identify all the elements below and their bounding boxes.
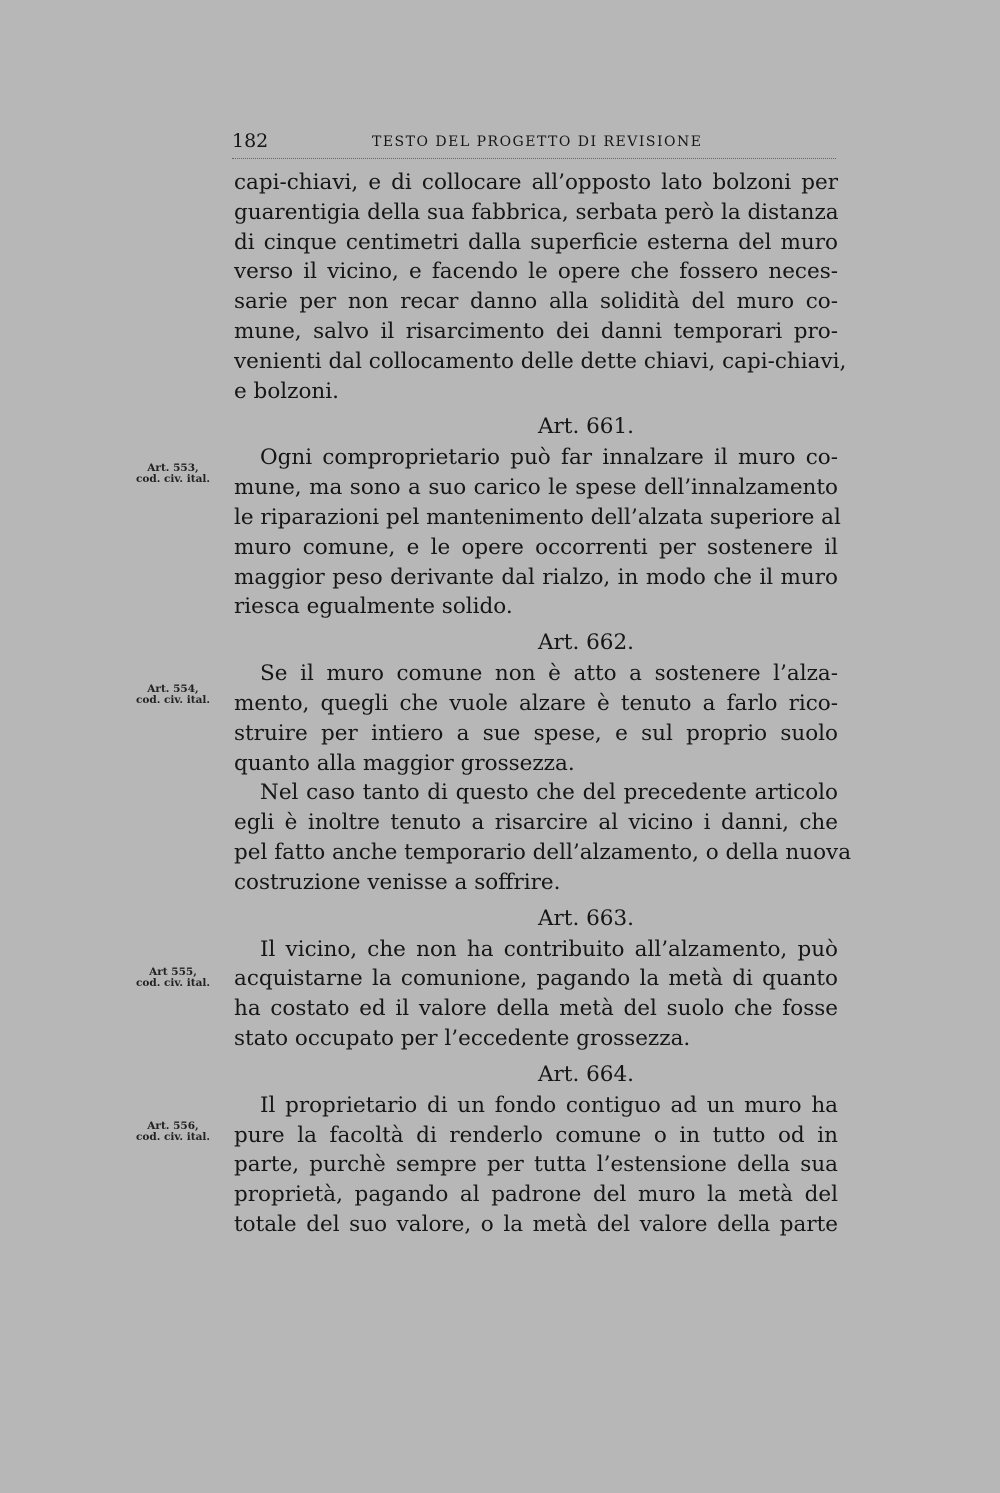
margin-note-art-555: Art 555, cod. civ. ital. xyxy=(135,966,211,989)
text-line: acquistarne la comunione, pagando la metà di quanto xyxy=(234,966,838,992)
page-header xyxy=(232,126,836,159)
text-line: Il proprietario di un fondo contiguo ad un muro ha xyxy=(260,1092,838,1118)
text-line: Nel caso tanto di questo che del precedente articolo xyxy=(260,780,838,806)
text-line: costruzione venisse a soffrire. xyxy=(234,869,561,895)
running-title: TESTO DEL PROGETTO DI REVISIONE xyxy=(372,134,703,150)
text-line: struire per intiero a sue spese, e sul proprio suolo xyxy=(234,720,838,746)
text-line: le riparazioni pel mantenimento dell’alzata superiore al xyxy=(234,504,841,530)
text-line: pure la facoltà di renderlo comune o in tutto od in xyxy=(234,1122,838,1148)
text-line: riesca egualmente solido. xyxy=(234,594,513,620)
text-line: pel fatto anche temporario dell’alzamento, o della nuova xyxy=(234,839,852,865)
text-line: guarentigia della sua fabbrica, serbata però la distanza xyxy=(234,199,839,225)
page-number: 182 xyxy=(232,130,269,152)
text-line: mento, quegli che vuole alzare è tenuto a farlo rico- xyxy=(234,690,838,716)
article-heading: Art. 662. xyxy=(538,630,634,656)
text-line: egli è inoltre tenuto a risarcire al vicino i danni, che xyxy=(234,810,838,836)
text-line: ha costato ed il valore della metà del suolo che fosse xyxy=(234,996,838,1022)
article-heading: Art. 664. xyxy=(538,1061,634,1087)
text-line: Il vicino, che non ha contribuito all’alzamento, può xyxy=(260,936,838,962)
text-line: maggior peso derivante dal rialzo, in modo che il muro xyxy=(234,564,838,590)
margin-note-art-554: Art. 554, cod. civ. ital. xyxy=(135,683,211,706)
text-line: mune, ma sono a suo carico le spese dell’innalzamento xyxy=(234,475,838,501)
body-text xyxy=(234,168,852,1240)
text-line: Se il muro comune non è atto a sostenere l’alza- xyxy=(260,661,838,687)
article-heading: Art. 663. xyxy=(538,905,634,931)
text-line: proprietà, pagando al padrone del muro la metà del xyxy=(234,1182,838,1208)
text-line: muro comune, e le opere occorrenti per sostenere il xyxy=(234,534,838,560)
text-line: di cinque centimetri dalla superficie esterna del muro xyxy=(234,229,838,255)
text-line: venienti dal collocamento delle dette chiavi, capi-chiavi, xyxy=(234,348,847,374)
text-line: Ogni comproprietario può far innalzare il muro co- xyxy=(260,445,838,471)
text-line: mune, salvo il risarcimento dei danni temporari pro- xyxy=(234,318,838,344)
margin-note-art-553: Art. 553, cod. civ. ital. xyxy=(135,462,211,485)
text-line: totale del suo valore, o la metà del valore della parte xyxy=(234,1211,838,1237)
text-line: capi-chiavi, e di collocare all’opposto lato bolzoni per xyxy=(234,170,838,195)
text-line: e bolzoni. xyxy=(234,378,339,404)
text-line: parte, purchè sempre per tutta l’estensione della sua xyxy=(234,1152,838,1178)
text-line: verso il vicino, e facendo le opere che fossero neces- xyxy=(234,259,838,285)
article-heading: Art. 661. xyxy=(538,414,634,440)
text-line: quanto alla maggior grossezza. xyxy=(234,750,575,776)
text-line: stato occupato per l’eccedente grossezza. xyxy=(234,1025,691,1051)
text-line: sarie per non recar danno alla solidità del muro co- xyxy=(234,289,838,315)
margin-note-art-556: Art. 556, cod. civ. ital. xyxy=(135,1120,211,1143)
